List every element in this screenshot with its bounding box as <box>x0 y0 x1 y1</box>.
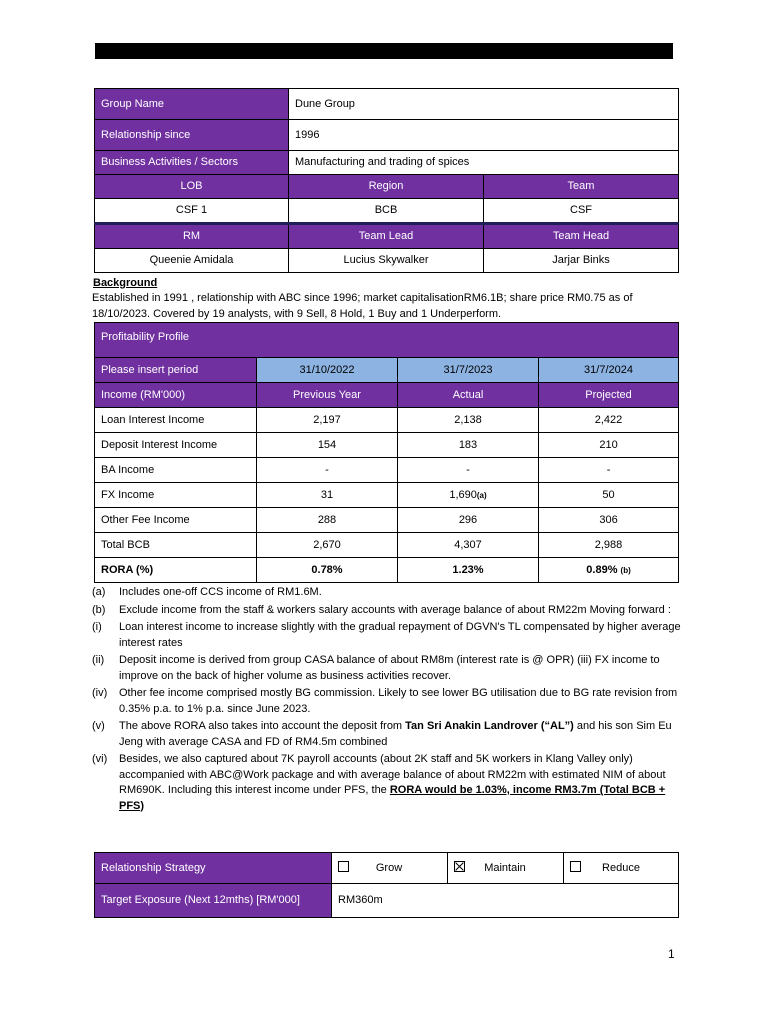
rm-header: RM <box>95 224 289 249</box>
target-exposure-value: RM360m <box>332 884 679 918</box>
period-type-projected: Projected <box>539 383 679 408</box>
note-text <box>119 719 682 750</box>
background-text: Established in 1991 , relationship with ABC since 1996; market capitalisationRM6.1B; share price RM0.75 as of 18/10/2023. Covered by 19 analysts, with 9 Sell, 8 Hold, 1 Buy and 1 Underperform. <box>92 292 633 320</box>
team-lead-header: Team Lead <box>289 224 484 249</box>
table-row <box>95 483 679 508</box>
region-header: Region <box>289 175 484 199</box>
business-value: Manufacturing and trading of spices <box>289 151 679 175</box>
cell: 50 <box>539 483 679 508</box>
cell: 154 <box>257 433 398 458</box>
relationship-since-label: Relationship since <box>95 120 289 151</box>
note-text <box>119 752 682 814</box>
relationship-since-value: 1996 <box>289 120 679 151</box>
checkbox-grow[interactable] <box>338 861 349 872</box>
table-row <box>95 433 679 458</box>
note-v-pre: The above RORA also takes into account the deposit from <box>119 720 406 732</box>
list-item <box>92 603 682 619</box>
period-type-actual: Actual <box>398 383 539 408</box>
note-mark: (i) <box>92 621 102 633</box>
cell <box>398 483 539 508</box>
row-label: Deposit Interest Income <box>95 433 257 458</box>
option-maintain[interactable] <box>448 853 564 884</box>
note-text: Includes one-off CCS income of RM1.6M. <box>119 586 322 598</box>
list-item <box>92 653 682 684</box>
note-v-post: and his son Sim Eu Jeng with average CASA and FD of RM4.5m combined <box>119 720 672 748</box>
option-reduce-label: Reduce <box>602 862 640 874</box>
rora-label: RORA (%) <box>95 558 257 583</box>
cell: 306 <box>539 508 679 533</box>
option-grow-label: Grow <box>375 862 403 874</box>
list-item <box>92 719 682 750</box>
note-mark: (vi) <box>92 753 108 765</box>
option-reduce[interactable] <box>564 853 679 884</box>
cell: 183 <box>398 433 539 458</box>
team-lead-value: Lucius Skywalker <box>289 249 484 273</box>
cell: - <box>257 458 398 483</box>
row-label: Loan Interest Income <box>95 408 257 433</box>
note-mark: (v) <box>92 720 105 732</box>
rora-note-mark: (b) <box>620 565 631 575</box>
checkbox-maintain-checked[interactable] <box>454 861 465 872</box>
rora-previous: 0.78% <box>257 558 398 583</box>
checkbox-reduce[interactable] <box>570 861 581 872</box>
team-head-header: Team Head <box>484 224 679 249</box>
region-value: BCB <box>289 199 484 224</box>
business-label: Business Activities / Sectors <box>95 151 289 175</box>
income-label: Income (RM'000) <box>95 383 257 408</box>
notes-list <box>92 585 682 816</box>
profitability-table <box>94 322 679 583</box>
row-label: Other Fee Income <box>95 508 257 533</box>
note-vi-bold: RORA would be 1.03%, income RM3.7m (Total BCB + PFS) <box>119 784 666 812</box>
team-header: Team <box>484 175 679 199</box>
row-label: BA Income <box>95 458 257 483</box>
lob-header: LOB <box>95 175 289 199</box>
note-text: Exclude income from the staff & workers salary accounts with average balance of about RM22m Moving forward : <box>119 603 671 616</box>
list-item <box>92 752 682 814</box>
period-previous: 31/10/2022 <box>257 358 398 383</box>
note-mark: (ii) <box>92 654 105 666</box>
group-name-label: Group Name <box>95 89 289 120</box>
option-maintain-label: Maintain <box>484 862 526 874</box>
fx-note-mark: (a) <box>476 490 487 500</box>
cell: 210 <box>539 433 679 458</box>
period-actual: 31/7/2023 <box>398 358 539 383</box>
note-mark: (b) <box>92 603 106 616</box>
row-label: Total BCB <box>95 533 257 558</box>
profitability-title: Profitability Profile <box>95 323 679 358</box>
table-row <box>95 508 679 533</box>
rora-projected: 0.89% <box>586 563 618 576</box>
background-heading: Background <box>93 277 158 289</box>
period-type-previous: Previous Year <box>257 383 398 408</box>
header-bar <box>95 43 673 59</box>
cell: 31 <box>257 483 398 508</box>
cell: 2,197 <box>257 408 398 433</box>
rora-actual: 1.23% <box>398 558 539 583</box>
fx-actual-value: 1,690 <box>449 488 477 501</box>
note-text: Other fee income comprised mostly BG commission. Likely to see lower BG utilisation due to BG rate revision from 0.35% p.a. to 1% p.a. since June 2023. <box>119 687 678 715</box>
table-row <box>95 533 679 558</box>
team-head-value: Jarjar Binks <box>484 249 679 273</box>
period-label: Please insert period <box>95 358 257 383</box>
group-name-value: Dune Group <box>289 89 679 120</box>
cell: 288 <box>257 508 398 533</box>
list-item <box>92 585 682 601</box>
table-row <box>95 458 679 483</box>
row-label: FX Income <box>95 483 257 508</box>
option-grow[interactable] <box>332 853 448 884</box>
client-info-table <box>94 88 679 273</box>
strategy-label: Relationship Strategy <box>95 853 332 884</box>
cell: 296 <box>398 508 539 533</box>
list-item <box>92 620 682 651</box>
table-row <box>95 558 679 583</box>
cell: 2,138 <box>398 408 539 433</box>
strategy-table <box>94 852 679 918</box>
period-projected: 31/7/2024 <box>539 358 679 383</box>
note-mark: (a) <box>92 586 106 598</box>
note-text: Loan interest income to increase slightly with the gradual repayment of DGVN's TL compensated by higher average interest rates <box>119 621 681 649</box>
target-exposure-label: Target Exposure (Next 12mths) [RM'000] <box>95 884 332 918</box>
cell: 2,988 <box>539 533 679 558</box>
list-item <box>92 686 682 717</box>
rm-value: Queenie Amidala <box>95 249 289 273</box>
cell: 2,422 <box>539 408 679 433</box>
table-row <box>95 408 679 433</box>
note-text: Deposit income is derived from group CASA balance of about RM8m (interest rate is @ OPR) (iii) FX income to improve on the back of higher volume as business activities recover. <box>119 654 660 682</box>
cell: 4,307 <box>398 533 539 558</box>
page-number: 1 <box>668 947 675 961</box>
note-vi-pre: Besides, we also captured about 7K payroll accounts (about 2K staff and 5K workers in Klang Valley only) accompanied with ABC@Work package and with average balance of about RM22m with estimated NIM of about RM690K. Including this interest income under PFS, the <box>119 753 666 796</box>
lob-value: CSF 1 <box>95 199 289 224</box>
cell: 2,670 <box>257 533 398 558</box>
team-value: CSF <box>484 199 679 224</box>
note-v-bold: Tan Sri Anakin Landrover (“AL”) <box>405 720 574 732</box>
note-mark: (iv) <box>92 687 108 699</box>
cell <box>539 558 679 583</box>
cell: - <box>539 458 679 483</box>
cell: - <box>398 458 539 483</box>
